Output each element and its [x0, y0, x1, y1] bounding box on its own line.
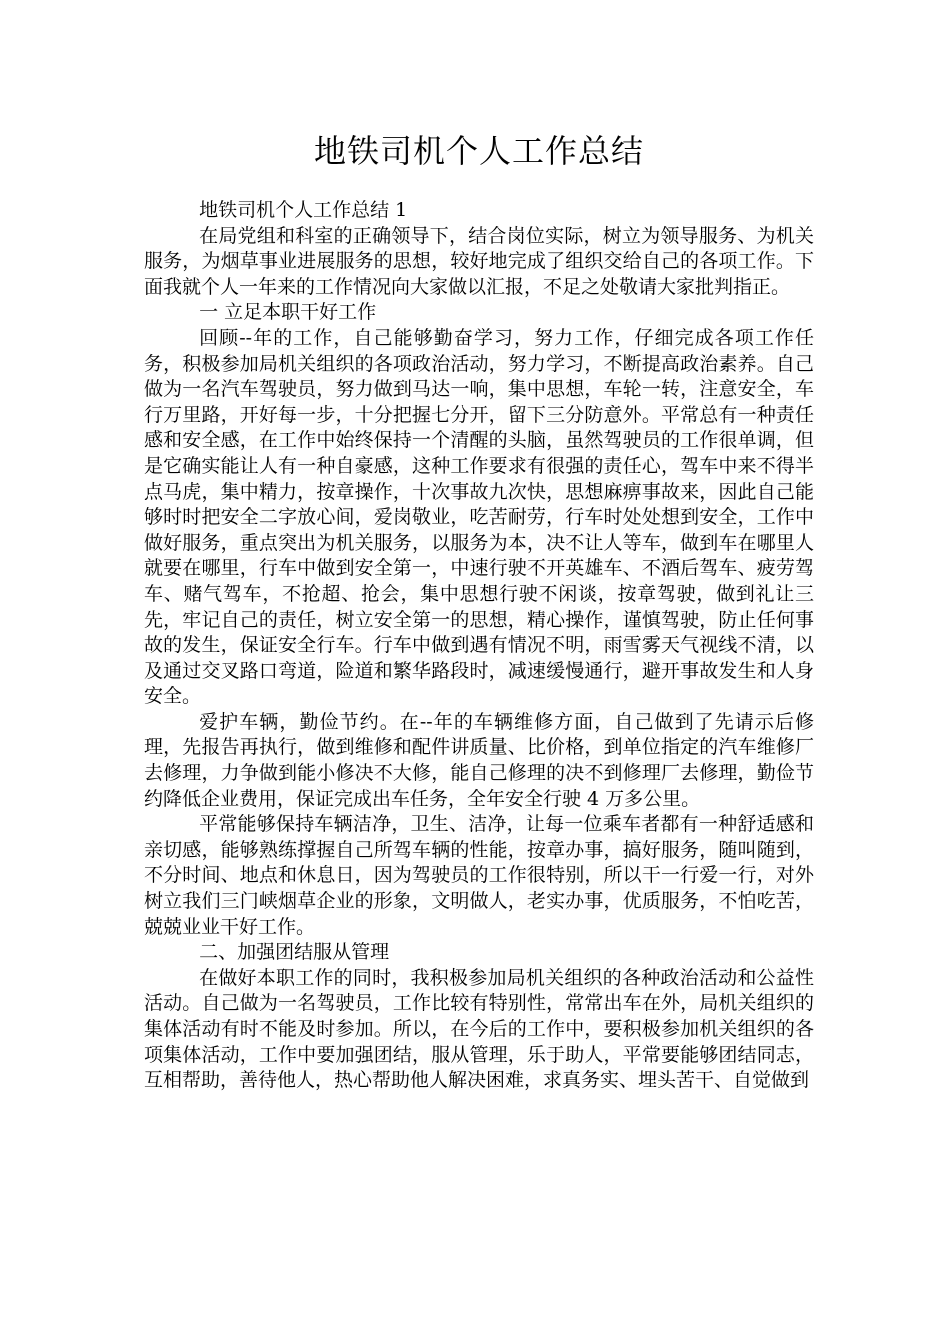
- paragraph-vehicle-care: 爱护车辆，勤俭节约。在--年的车辆维修方面，自己做到了先请示后修理，先报告再执行，做到维修和配件讲质量、比价格，到单位指定的汽车维修厂去修理，力争做到能小修决不大修，能自己修理的决不到修理厂去修理，勤俭节约降低企业费用，保证完成出车任务，全年安全行驶 4 万多公里。: [144, 710, 814, 810]
- document-page: [144, 126, 814, 1094]
- document-body: [144, 198, 814, 1094]
- section-heading-1: 一 立足本职干好工作: [199, 301, 377, 324]
- document-subtitle: 地铁司机个人工作总结 1: [199, 199, 408, 221]
- paragraph-teamwork: 在做好本职工作的同时，我积极参加局机关组织的各种政治活动和公益性活动。自己做为一名驾驶员，工作比较有特别性，常常出车在外，局机关组织的集体活动有时不能及时参加。所以，在今后的工作中，要积极参加机关组织的各项集体活动，工作中要加强团结，服从管理，乐于助人，平常要能够团结同志，互相帮助，善待他人，热心帮助他人解决困难，求真务实、埋头苦干、自觉做到: [144, 966, 814, 1092]
- document-title: 地铁司机个人工作总结: [313, 132, 644, 170]
- paragraph-review: 回顾--年的工作，自己能够勤奋学习，努力工作，仔细完成各项工作任务，积极参加局机关组织的各项政治活动，努力学习，不断提高政治素养。自己做为一名汽车驾驶员，努力做到马达一响，集中思想，车轮一转，注意安全，车行万里路，开好每一步，十分把握七分开，留下三分防意外。平常总有一种责任感和安全感，在工作中始终保持一个清醒的头脑，虽然驾驶员的工作很单调，但是它确实能让人有一种自豪感，这种工作要求有很强的责任心，驾车中来不得半点马虎，集中精力，按章操作，十次事故九次快，思想麻痹事故来，因此自己能够时时把安全二字放心间，爱岗敬业，吃苦耐劳，行车时处处想到安全，工作中做好服务，重点突出为机关服务，以服务为本，决不让人等车，做到车在哪里人就要在哪里，行车中做到安全第一，中速行驶不开英雄车、不酒后驾车、疲劳驾车、赌气驾车，不抢超、抢会，集中思想行驶不闲谈，按章驾驶，做到礼让三先，牢记自己的责任，树立安全第一的思想，精心操作，谨慎驾驶，防止任何事故的发生，保证安全行车。行车中做到遇有情况不明，雨雪雾天气视线不清，以及通过交叉路口弯道，险道和繁华路段时，减速缓慢通行，避开事故发生和人身安全。: [144, 326, 814, 708]
- paragraph-intro: 在局党组和科室的正确领导下，结合岗位实际，树立为领导服务、为机关服务，为烟草事业进展服务的思想，较好地完成了组织交给自己的各项工作。下面我就个人一年来的工作情况向大家做以汇报，不足之处敬请大家批判指正。: [144, 224, 814, 298]
- paragraph-cleanliness: 平常能够保持车辆洁净，卫生、洁净，让每一位乘车者都有一种舒适感和亲切感，能够熟练撑握自己所驾车辆的性能，按章办事，搞好服务，随叫随到，不分时间、地点和休息日，因为驾驶员的工作很特别，所以干一行爱一行，对外树立我们三门峡烟草企业的形象，文明做人，老实办事，优质服务，不怕吃苦，兢兢业业干好工作。: [144, 813, 814, 938]
- section-heading-2: 二、加强团结服从管理: [199, 941, 390, 964]
